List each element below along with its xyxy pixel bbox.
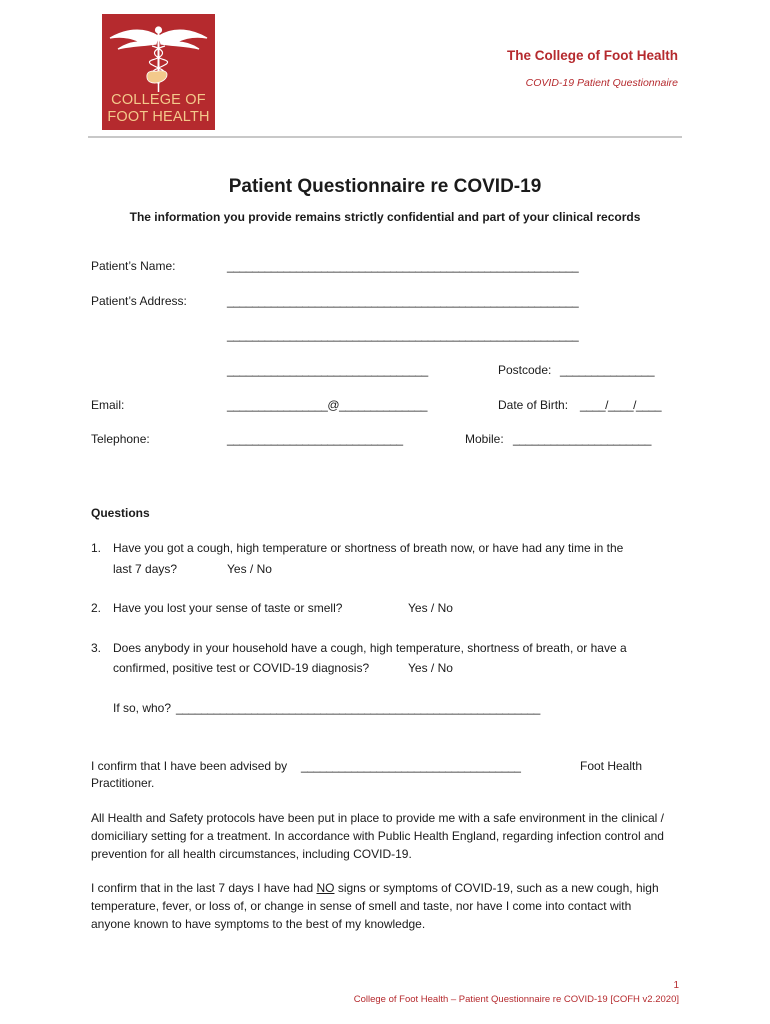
footer-text: College of Foot Health – Patient Questionnaire re COVID-19 [COFH v2.2020] <box>353 994 679 1005</box>
confirm-advised-end: Practitioner. <box>91 776 155 790</box>
email-label: Email: <box>91 398 125 412</box>
address-field-2[interactable]: ________________________________________________________ <box>227 328 579 342</box>
safety-protocols-paragraph: All Health and Safety protocols have been put in place to provide me with a safe environment in the clinical / domiciliary setting for a treatment. In accordance with Public Health England, regarding infection control and prevention for all health circumstances, including COVID-19. <box>91 811 664 861</box>
practitioner-field[interactable]: ___________________________________ <box>301 759 521 773</box>
page-title: Patient Questionnaire re COVID-19 <box>228 176 542 197</box>
logo-line-2: FOOT HEALTH <box>107 109 210 125</box>
q2-number: 2. <box>91 601 102 615</box>
logo-line-1: COLLEGE OF <box>111 92 206 108</box>
name-field[interactable]: ________________________________________________________ <box>227 259 579 273</box>
address-field-3[interactable]: ________________________________ <box>227 363 428 377</box>
header-subtitle: COVID-19 Patient Questionnaire <box>525 77 678 89</box>
dob-label: Date of Birth: <box>498 398 569 412</box>
symptoms-text-end: signs or symptoms of COVID-19, such as a new cough, high temperature, fever, or loss of, or change in sense of smell and taste, nor have I come into contact with anyone known to have symptoms to the best of my knowledge. <box>91 881 659 931</box>
symptoms-text-start: I confirm that in the last 7 days I have had <box>91 881 314 895</box>
mobile-label: Mobile: <box>465 432 504 446</box>
address-label: Patient’s Address: <box>91 294 187 308</box>
q3-text-line-2: confirmed, positive test or COVID-19 diagnosis? <box>113 661 370 675</box>
dob-field[interactable]: ____/____/____ <box>580 398 662 412</box>
q2-text: Have you lost your sense of taste or smell? <box>113 601 343 615</box>
q3-number: 3. <box>91 641 102 655</box>
questions-heading: Questions <box>91 506 150 520</box>
page-subtitle: The information you provide remains strictly confidential and part of your clinical records <box>129 210 641 224</box>
if-so-label: If so, who? <box>113 701 172 715</box>
header-divider <box>88 136 682 138</box>
telephone-label: Telephone: <box>91 432 150 446</box>
mobile-field[interactable]: ______________________ <box>513 432 652 446</box>
address-field-1[interactable]: ________________________________________________________ <box>227 294 579 308</box>
confirm-advised-text: I confirm that I have been advised by <box>91 759 288 773</box>
email-field[interactable]: ________________@______________ <box>227 398 427 412</box>
postcode-field[interactable]: _______________ <box>560 363 655 377</box>
page-number: 1 <box>673 980 679 991</box>
symptoms-confirmation-paragraph <box>91 879 671 933</box>
name-label: Patient’s Name: <box>91 259 176 273</box>
q3-text-line-1: Does anybody in your household have a cough, high temperature, shortness of breath, or have a <box>113 641 627 655</box>
header-title: The College of Foot Health <box>507 48 678 63</box>
confirm-advised-suffix: Foot Health <box>580 759 643 773</box>
q3-answer[interactable]: Yes / No <box>408 661 453 675</box>
q1-text-line-1: Have you got a cough, high temperature or shortness of breath now, or have had any time in the <box>113 541 624 555</box>
q1-number: 1. <box>91 541 102 555</box>
symptoms-no-emphasis: NO <box>316 881 335 895</box>
q1-answer[interactable]: Yes / No <box>227 562 272 576</box>
if-so-field[interactable]: __________________________________________________________ <box>176 701 540 715</box>
telephone-field[interactable]: ____________________________ <box>227 432 403 446</box>
q1-text-line-2: last 7 days? <box>113 562 178 576</box>
q2-answer[interactable]: Yes / No <box>408 601 453 615</box>
college-logo <box>102 14 215 130</box>
postcode-label: Postcode: <box>498 363 552 377</box>
